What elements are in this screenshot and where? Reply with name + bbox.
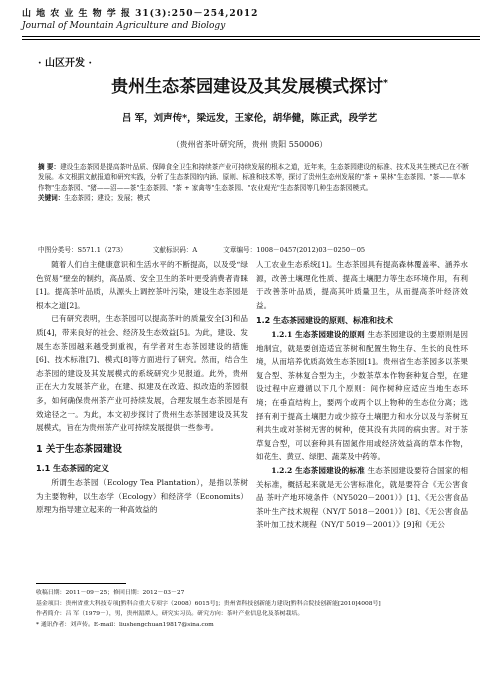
subsubsection-heading-1-2-2: 1.2.2 生态茶园建设的标准 [271,465,365,475]
author-list: 吕 军，刘声传*，梁远发，王家伦，胡华健，陈正武，段学艺 [121,113,378,124]
header-rule-thin [22,39,480,40]
paper-title [0,72,499,97]
keywords-label: 关键词： [38,194,65,203]
footnote-rule [36,583,126,584]
abstract-text: 建设生态茶园是提高茶叶品质、保障食全卫生和持续茶产业可持续发展的根本之道，近年来，生态茶园建设的标准、技术及其生模式已在不断发展。本文根据文献报道和研究实践，分析了生态茶园的内涵、原则、标准和技术等，探讨了贵州生态州发展的"茶 + 果林"生态茶园、"茶——草本作物"生态茶园、"猪——沼——茶"生态茶园、"茶 + 家禽等"生态茶园、"农业观光"生态茶园等几种生态茶园模式。 [38,163,469,192]
subsection-heading-1-2: 1.2 生态茶园建设的原则、标准和技术 [256,316,393,326]
corresponding-author: * 通讯作者：刘声传。E-mail：liushengchuan19817@sina.com [36,621,214,628]
document-code: 文献标识码：A [152,246,198,254]
left-column [36,258,248,517]
definition-paragraph: 所谓生态茶园（Ecology Tea Plantation），是指以茶树为主要物种，以生态学（Ecology）和经济学（Economits）原理为指导建立起来的一种高效益的 [36,477,248,515]
abstract [38,162,470,193]
journal-name-en: Journal of Mountain Agriculture and Biology [22,21,226,31]
footnotes [36,588,476,630]
header-rule-thick [22,36,480,37]
keywords-text: 生态茶园；建设；发展；模式 [64,194,151,203]
abstract-block [38,162,470,204]
article-number: 文章编号：1008－0457(2012)03－0250－05 [223,246,366,254]
intro-paragraph-2: 已有研究表明，生态茶园可以提高茶叶的质量安全[3]和品质[4]，带来良好的社会、经济及生态效益[5]。为此，建设、发展生态茶园越来越受到重视，有学者对生态茶园建设的措施[6]、技术标准[7]、模式[8]等方面进行了研究。然而，结合生态茶园的建设及其发展模式的系统研究少见报道。此外，贵州正在大力发展茶产业，在建、拟建及在改造、拟改造的茶园很多，如何确保贵州茶产业可持续发展，合理发展生态茶园是有效途径之一。为此，本文初步探讨了贵州生态茶园建设及其发展模式，旨在为贵州茶产业可持续发展提供一些参考。 [36,314,248,433]
section-tag: · 山区开发 · [38,58,92,69]
principles-text: 生态茶园建设的主要原则是因地制宜，就是要创造适宜茶树和配置生物生存、生长的良性环境，从而培养优质高效生态茶园[1]。贵州省生态茶园多以茶果复合型、茶林复合型为主，少数茶草本作物套种复合型，在建设过程中应遵循以下几个原则：间作树种应适应当地生态环境；在垂直结构上，要两个或两个以上物种的生态位分离；选择有利于提高土壤肥力或少掠夺土壤肥力和水分以及与茶树互利共生或对茶树无害的树种，使其没有共同的病虫害。对于茶草复合型，可以套种具有固氮作用或经济效益高的草本作物，如花生、黄豆、绿肥、蔬菜及中药等。 [256,329,468,462]
principles-paragraph [256,328,468,464]
right-column [256,258,468,532]
standards-paragraph [256,464,468,532]
definition-continued: 人工农业生态系统[1]。生态茶园具有提高森林覆盖率、涵养水源，改善土壤理化性质、提高土壤肥力等生态环境作用，有利于改善茶叶品质，提高其叶质量卫生，从而提高茶叶经济效益。 [256,260,468,310]
journal-citation-cn: 山 地 农 业 生 物 学 报 31(3):250－254,2012 [22,9,259,19]
clc-number: 中图分类号：S571.1（273） [38,246,127,254]
fund-info: 基金项目：贵州省重大科技专项[黔科合重大专项字（2008）6015号]；贵州省科技创新能力建设[黔科合院技创新能[2010]4008号] [36,600,381,607]
classification-line [38,244,470,254]
title-footnote-mark: * [383,78,388,89]
subsection-heading-1-1: 1.1 生态茶园的定义 [36,464,109,474]
affiliation: （贵州省茶叶研究所，贵州 贵阳 550006） [171,140,328,149]
section-heading-1: 1 关于生态茶园建设 [36,443,122,455]
received-date: 收稿日期：2011－09－25；修回日期：2012－03－27 [36,590,185,596]
abstract-label: 摘 要： [38,163,61,171]
author-bio: 作者简介：吕 军（1979－），男，贵州湄潭人，研究实习员。研究方向：茶叶产业信息化及茶树栽培。 [36,611,304,618]
paper-title-text: 贵州生态茶园建设及其发展模式探讨 [111,77,384,97]
keywords [38,193,470,203]
standards-text: 生态茶园建设要符合国家的相关标准，概括起来就是无公害标准化，就是要符合《无公害食品 茶叶产地环境条件（NY5020－2001）》[1]、《无公害食品 茶叶生产技术规程（NY/T 5018－2001）》[8]、《无公害食品 茶叶加工技术规程（NY/T 5019－2001）》[9]和《无公 [256,465,468,530]
subsubsection-heading-1-2-1: 1.2.1 生态茶园建设的原则 [271,329,365,339]
journal-header [22,8,482,32]
intro-paragraph-1: 随着人们自主健康意识和生活水平的不断提高，以及受“绿色贸易”壁垒的制约，高品质、安全卫生的茶叶更受消费者青睐[1]。提高茶叶品质，从源头上调控茶叶污染，建设生态茶园是根本之道[2]。 [36,260,248,310]
